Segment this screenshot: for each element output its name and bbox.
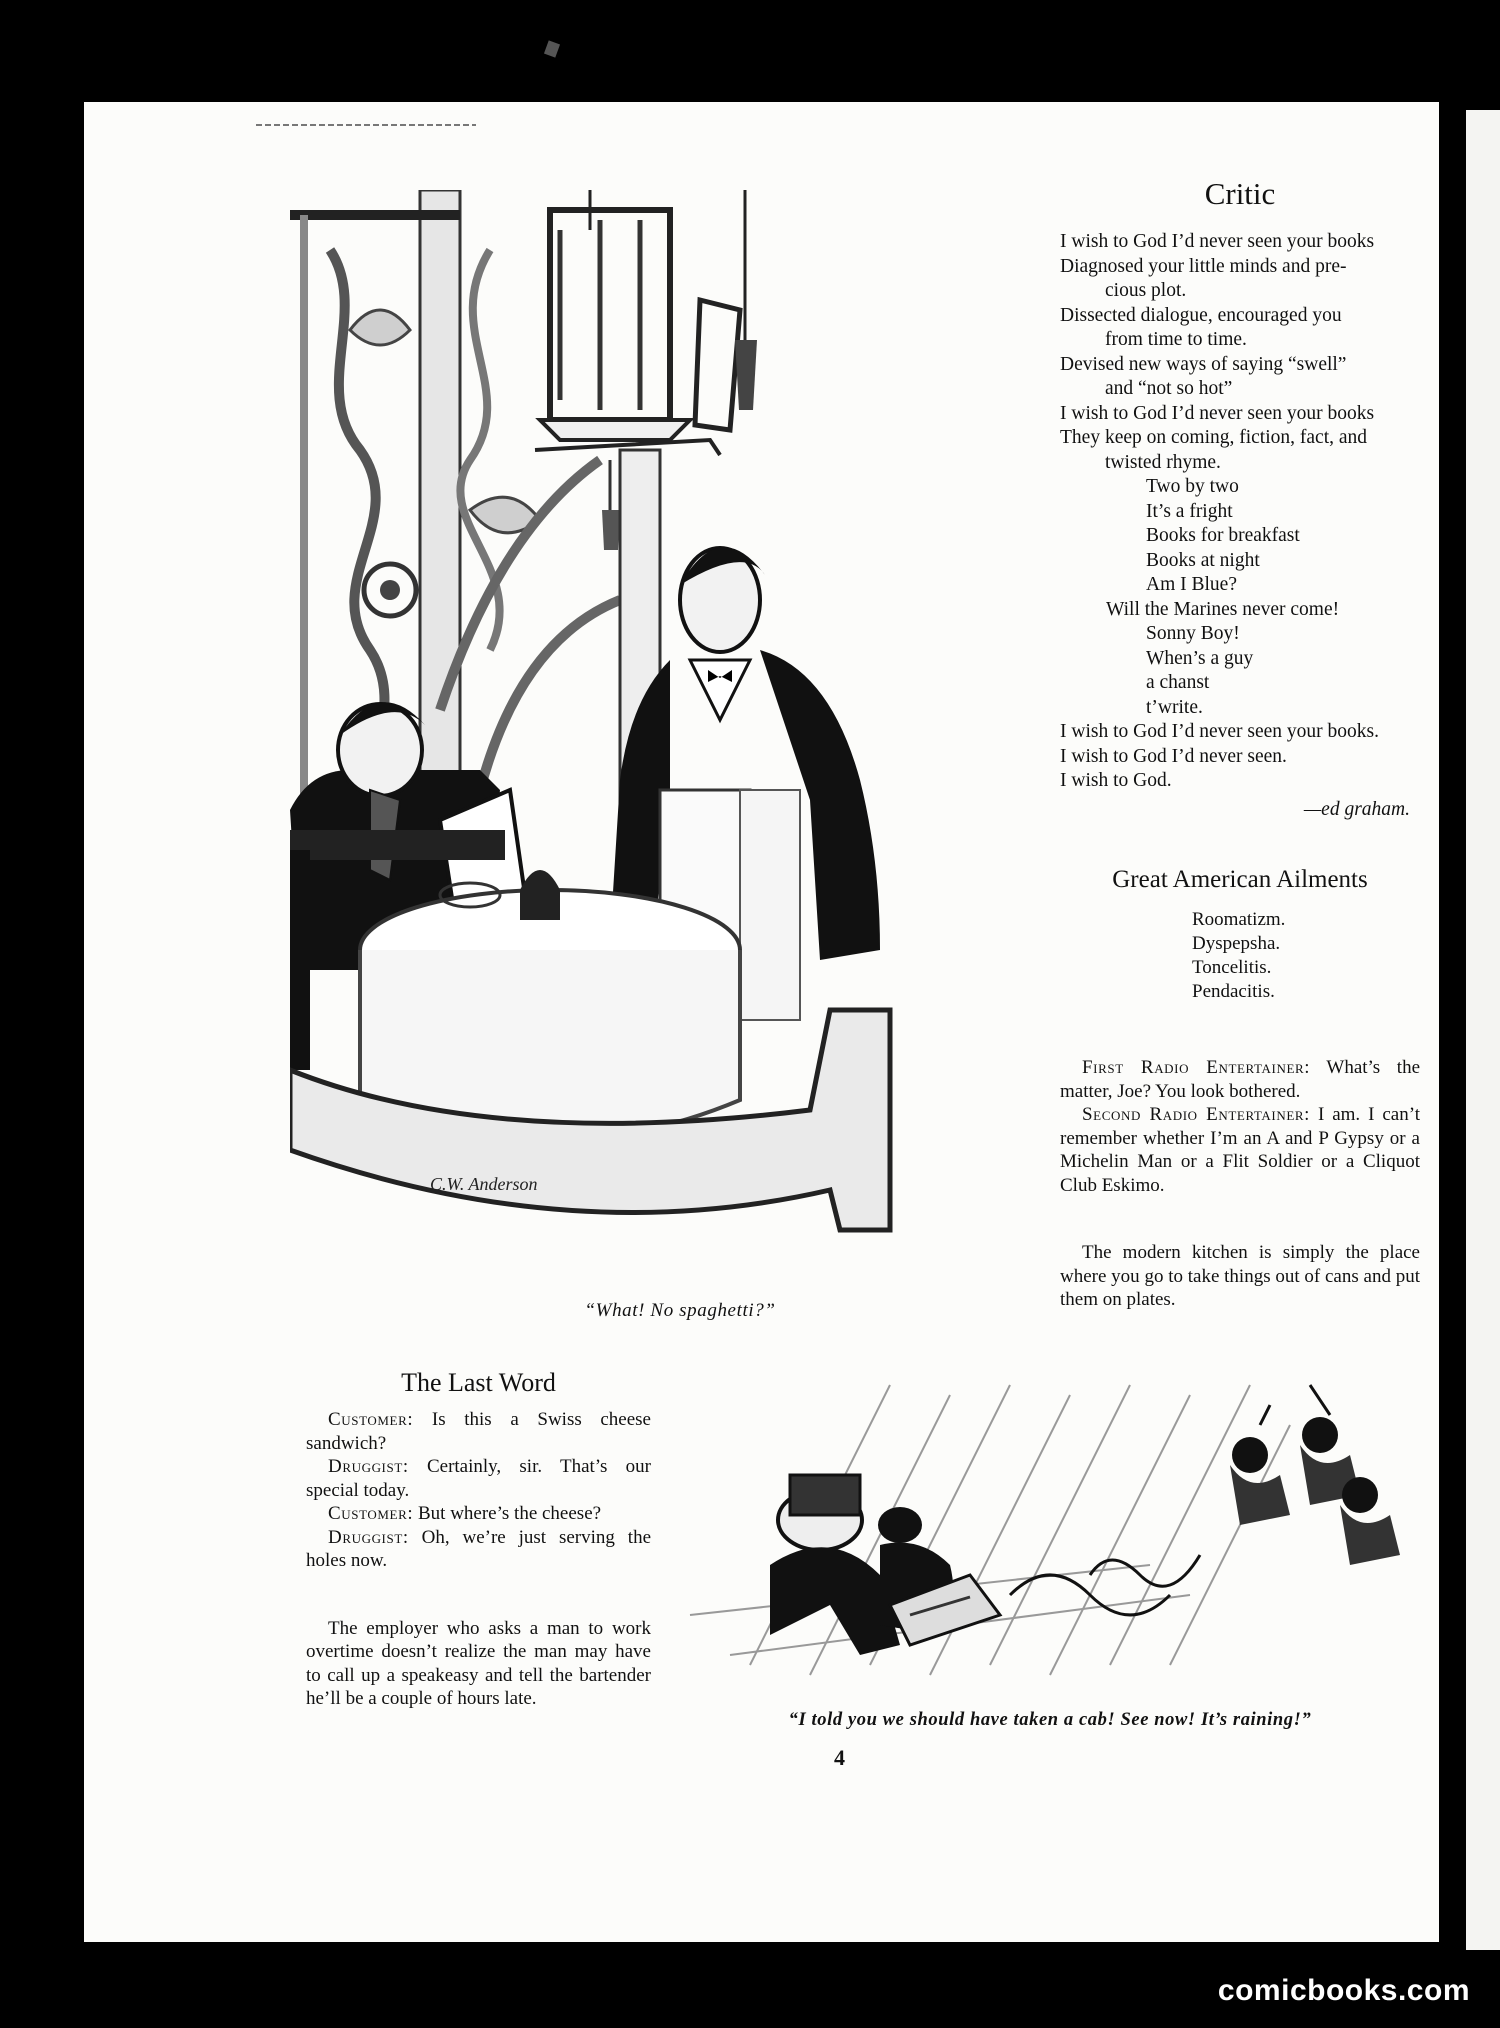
- poem-line: Dissected dialogue, encouraged you: [1060, 304, 1342, 326]
- poem-line: Sonny Boy!: [1146, 623, 1240, 644]
- radio-line-1: [1060, 1056, 1420, 1103]
- dialogue-line: [306, 1408, 651, 1455]
- ailment-item: Roomatizm.: [1192, 909, 1286, 930]
- speaker-label: Customer:: [328, 1409, 414, 1430]
- restaurant-cartoon: [290, 190, 1050, 1300]
- header-rule: [256, 124, 476, 126]
- radio-joke: [1060, 1056, 1420, 1197]
- poem-line: Diagnosed your little minds and pre-: [1060, 255, 1347, 277]
- poem-line: twisted rhyme.: [1105, 451, 1221, 473]
- speaker-label: Customer:: [328, 1503, 414, 1524]
- speaker-label: First Radio Entertainer:: [1082, 1057, 1311, 1078]
- last-word-dialogue: [306, 1408, 651, 1573]
- radio-line-2: [1060, 1103, 1420, 1197]
- poem-author: —ed graham.: [1303, 798, 1410, 820]
- dialogue-text: Oh, we’re just serving the holes now.: [306, 1526, 651, 1571]
- poem-line: I wish to God I’d never seen your books.: [1060, 721, 1379, 742]
- left-column: [306, 1368, 651, 1711]
- poem-line: a chanst: [1146, 672, 1210, 693]
- illustrator-signature: C.W. Anderson: [430, 1174, 538, 1194]
- page-number: 4: [834, 1745, 845, 1770]
- dialogue-text: I am. I can’t remember whether I’m an A and P Gypsy or a Michelin Man or a Flit Soldier or a Cliquot Club Eskimo.: [1060, 1104, 1420, 1196]
- poem-line: Am I Blue?: [1146, 574, 1237, 595]
- poem-line: Will the Marines never come!: [1106, 598, 1340, 620]
- rain-cartoon-caption: “I told you we should have taken a cab! See now! It’s raining!”: [788, 1710, 1312, 1730]
- kitchen-joke: [1060, 1241, 1420, 1312]
- speaker-label: Second Radio Entertainer:: [1082, 1104, 1311, 1125]
- poem-line: I wish to God I’d never seen.: [1060, 745, 1287, 767]
- ailment-item: Pendacitis.: [1192, 981, 1275, 1002]
- employer-text: The employer who asks a man to work overtime doesn’t realize the man may have to call up a speakeasy and tell the bartender he’ll be a couple of hours late.: [306, 1617, 651, 1709]
- poem-line: cious plot.: [1105, 280, 1187, 301]
- speaker-label: Druggist:: [328, 1456, 409, 1477]
- restaurant-cartoon-caption: “What! No spaghetti?”: [584, 1300, 776, 1321]
- kitchen-text: The modern kitchen is simply the place where you go to take things out of cans and put them on plates.: [1060, 1242, 1420, 1310]
- scan-mark: [544, 40, 560, 57]
- poem-line: It’s a fright: [1146, 500, 1233, 522]
- poem-line: from time to time.: [1105, 329, 1247, 350]
- ailments-title: Great American Ailments: [1112, 866, 1368, 893]
- poem-line: and “not so hot”: [1105, 378, 1233, 399]
- ailment-item: Toncelitis.: [1192, 957, 1272, 978]
- poem-line: Devised new ways of saying “swell”: [1060, 353, 1347, 375]
- poem-line: I wish to God I’d never seen your books: [1060, 402, 1375, 424]
- dialogue-text: But where’s the cheese?: [413, 1503, 602, 1524]
- watermark: comicbooks.com: [1217, 1974, 1470, 2007]
- speaker-label: Druggist:: [328, 1526, 409, 1548]
- dialogue-text: What’s the matter, Joe? You look bothered.: [1060, 1057, 1420, 1102]
- poem-line: I wish to God.: [1060, 770, 1172, 791]
- poem-line: They keep on coming, fiction, fact, and: [1060, 427, 1368, 448]
- next-page-edge: [1466, 110, 1500, 1950]
- last-word-title: The Last Word: [401, 1368, 556, 1397]
- poem-line: When’s a guy: [1146, 647, 1254, 669]
- critic-title: Critic: [1204, 176, 1276, 211]
- dialogue-line: [306, 1502, 651, 1526]
- right-column: [1060, 176, 1420, 1312]
- ailment-item: Dyspepsha.: [1192, 933, 1281, 954]
- poem-line: Books for breakfast: [1146, 525, 1300, 546]
- ailments-list: [1060, 908, 1420, 1004]
- poem-line: Books at night: [1146, 549, 1260, 571]
- poem-line: t’write.: [1146, 696, 1203, 718]
- employer-joke: [306, 1617, 651, 1711]
- dialogue-text: Is this a Swiss cheese sandwich?: [306, 1409, 651, 1454]
- dialogue-line: [306, 1526, 651, 1573]
- critic-poem: [1060, 230, 1420, 822]
- rain-cartoon: [670, 1365, 1440, 1695]
- dialogue-text: Certainly, sir. That’s our special today.: [306, 1456, 651, 1501]
- dialogue-line: [306, 1455, 651, 1502]
- poem-line: I wish to God I’d never seen your books: [1060, 231, 1375, 252]
- poem-line: Two by two: [1146, 476, 1239, 497]
